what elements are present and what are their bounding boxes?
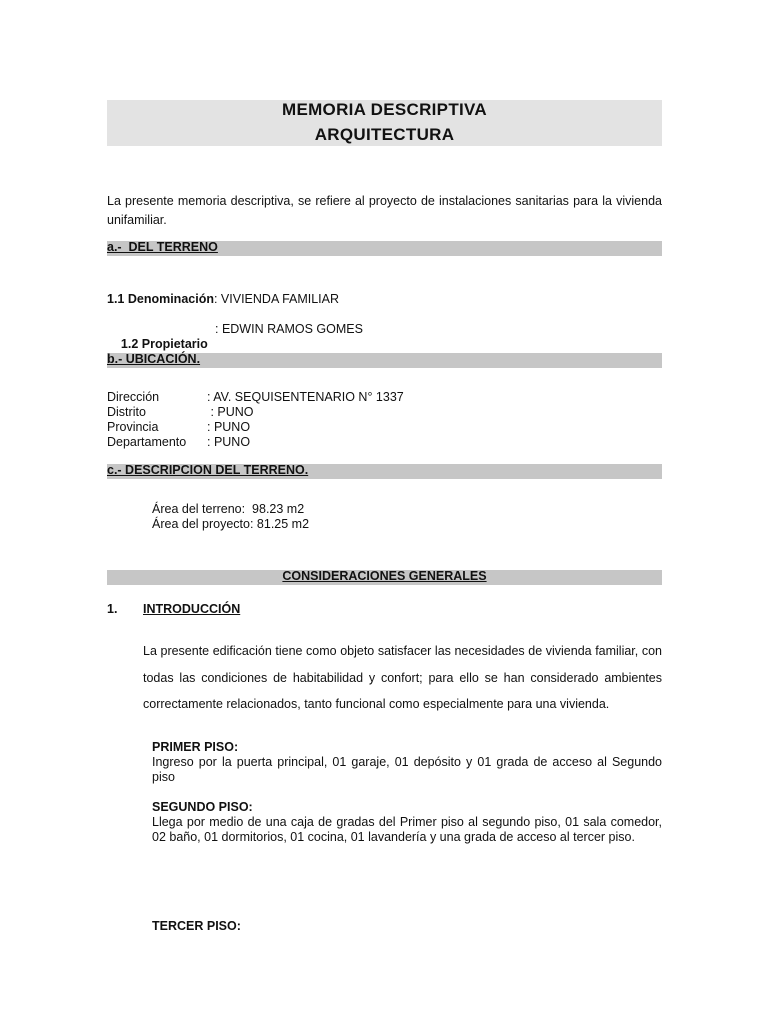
ubicacion-value: : PUNO (207, 420, 251, 434)
ubicacion-value: : PUNO (207, 435, 251, 449)
ubicacion-value: : PUNO (207, 405, 254, 419)
section-b-band (107, 353, 662, 368)
ubicacion-label: Provincia (107, 420, 159, 434)
section-b-heading: b.- UBICACIÓN. (107, 352, 201, 366)
document-title: MEMORIA DESCRIPTIVA (282, 100, 487, 119)
denominacion-label: 1.1 Denominación (107, 292, 214, 306)
segundo-piso-heading: SEGUNDO PISO: (152, 800, 253, 814)
section-a-band (107, 241, 662, 256)
section-a-heading: a.- DEL TERRENO (107, 240, 218, 254)
primer-piso-heading: PRIMER PISO: (152, 740, 239, 754)
tercer-piso-heading: TERCER PISO: (152, 919, 241, 933)
ubicacion-label: Dirección (107, 390, 160, 404)
segundo-piso-text: Llega por medio de una caja de gradas del Primer piso al segundo piso, 01 sala comedor, 02 baño, 01 dormitorios, 01 cocina, 01 lavandería y una grada de acceso al tercer piso. (152, 815, 662, 844)
section-number: 1. (107, 602, 118, 616)
ubicacion-label: Distrito (107, 405, 146, 419)
document-subtitle: ARQUITECTURA (314, 125, 455, 144)
intro-paragraph: La presente memoria descriptiva, se refiere al proyecto de instalaciones sanitarias para la vivienda unifamiliar. (107, 194, 662, 227)
denominacion-value: : VIVIENDA FAMILIAR (213, 292, 340, 306)
section-c-heading: c.- DESCRIPCION DEL TERRENO. (107, 463, 309, 477)
propietario-value: : EDWIN RAMOS GOMES (215, 322, 363, 336)
consideraciones-band (107, 570, 662, 585)
primer-piso-text: Ingreso por la puerta principal, 01 garaje, 01 depósito y 01 grada de acceso al Segundo piso (152, 755, 662, 784)
consideraciones-heading: CONSIDERACIONES GENERALES (282, 569, 487, 583)
area-terreno: Área del terreno: 98.23 m2 (152, 502, 305, 516)
ubicacion-label: Departamento (107, 435, 187, 449)
introduccion-heading: INTRODUCCIÓN (143, 602, 241, 616)
propietario-label: 1.2 Propietario (120, 337, 208, 351)
ubicacion-value: : AV. SEQUISENTENARIO N° 1337 (207, 390, 404, 404)
introduccion-paragraph: La presente edificación tiene como objeto satisfacer las necesidades de vivienda familiar, con todas las condiciones de habitabilidad y confort; para ello se han considerado ambientes correctamente relacionados, tanto funcional como especialmente para una vivienda. (143, 644, 662, 711)
denominacion-line (107, 292, 339, 307)
document-title-block (107, 100, 662, 146)
section-c-band (107, 464, 662, 479)
area-proyecto: Área del proyecto: 81.25 m2 (152, 517, 310, 531)
